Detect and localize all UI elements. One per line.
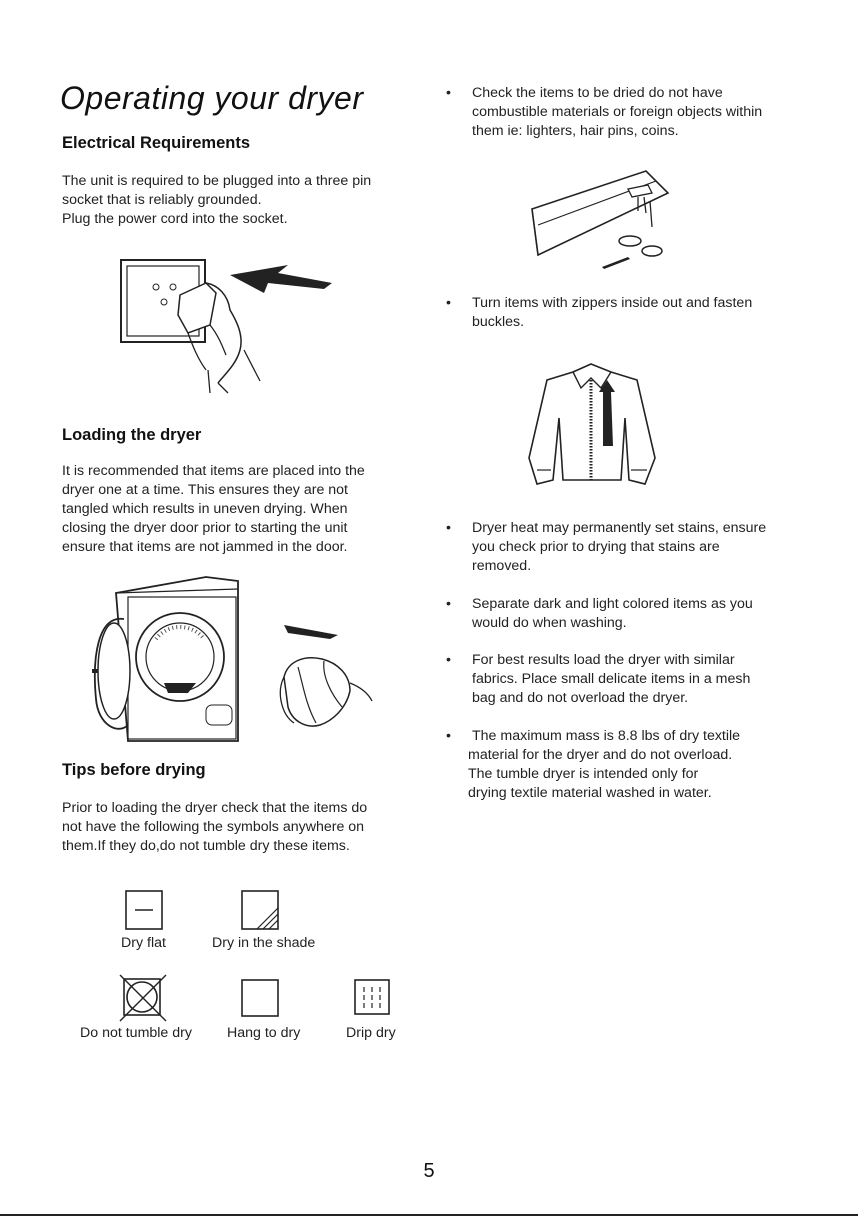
text-line: Check the items to be dried do not have <box>472 85 723 101</box>
bullet-dot: • <box>446 596 451 612</box>
text-line: socket that is reliably grounded. <box>62 192 262 208</box>
bullet-dot: • <box>446 728 451 744</box>
drip-dry-icon <box>354 979 390 1015</box>
bullet-stains <box>446 519 846 576</box>
bullet-dot: • <box>446 520 451 536</box>
do-not-tumble-dry-label: Do not tumble dry <box>80 1025 192 1041</box>
text-line: ensure that items are not jammed in the door. <box>62 539 348 555</box>
text-line: The tumble dryer is intended only for <box>468 766 699 782</box>
text-line: them.If they do,do not tumble dry these items. <box>62 838 350 854</box>
plug-socket-illustration <box>118 255 338 395</box>
zipper-shirt-illustration <box>525 358 660 488</box>
dry-in-shade-icon <box>241 890 279 930</box>
drip-dry-label: Drip dry <box>346 1025 396 1041</box>
text-line: fabrics. Place small delicate items in a mesh <box>472 671 751 687</box>
electrical-heading: Electrical Requirements <box>62 134 250 152</box>
hang-to-dry-label: Hang to dry <box>227 1025 301 1041</box>
text-line: bag and do not overload the dryer. <box>472 690 689 706</box>
bullet-dot: • <box>446 295 451 311</box>
text-line: drying textile material washed in water. <box>468 785 712 801</box>
bullet-dot: • <box>446 85 451 101</box>
bullet-separate <box>446 595 846 633</box>
dry-flat-label: Dry flat <box>121 935 166 951</box>
pocket-objects-illustration <box>528 165 678 270</box>
electrical-text <box>62 172 371 229</box>
text-line: It is recommended that items are placed into the <box>62 463 365 479</box>
bullet-best-results <box>446 651 846 708</box>
text-line: Dryer heat may permanently set stains, ensure <box>472 520 767 536</box>
text-line: Prior to loading the dryer check that the items do <box>62 800 368 816</box>
text-line: them ie: lighters, hair pins, coins. <box>472 123 679 139</box>
bullet-combustible <box>446 84 846 141</box>
loading-heading: Loading the dryer <box>62 426 202 444</box>
text-line: dryer one at a time. This ensures they are not <box>62 482 349 498</box>
text-line: would do when washing. <box>472 615 627 631</box>
text-line: buckles. <box>472 314 525 330</box>
text-line: Plug the power cord into the socket. <box>62 211 288 227</box>
dry-flat-icon <box>125 890 163 930</box>
text-line: The unit is required to be plugged into a three pin <box>62 173 372 189</box>
do-not-tumble-dry-icon <box>118 973 168 1023</box>
text-line: tangled which results in uneven drying. When <box>62 501 348 517</box>
bottom-rule <box>0 1214 858 1216</box>
tips-text <box>62 799 367 856</box>
hang-to-dry-icon <box>241 979 279 1017</box>
bullet-zippers <box>446 294 846 332</box>
text-line: combustible materials or foreign objects within <box>472 104 763 120</box>
loading-text <box>62 462 365 557</box>
text-line: For best results load the dryer with similar <box>472 652 735 668</box>
text-line: Turn items with zippers inside out and fasten <box>472 295 753 311</box>
dry-in-shade-label: Dry in the shade <box>212 935 316 951</box>
text-line: removed. <box>472 558 532 574</box>
text-line: not have the following the symbols anywhere on <box>62 819 365 835</box>
page-title: Operating your dryer <box>60 80 364 116</box>
text-line: material for the dryer and do not overload. <box>468 747 733 763</box>
bullet-dot: • <box>446 652 451 668</box>
page-number: 5 <box>423 1160 435 1182</box>
bullet-max-mass <box>446 727 846 803</box>
text-line: you check prior to drying that stains are <box>472 539 720 555</box>
dryer-loading-illustration <box>88 575 378 750</box>
tips-heading: Tips before drying <box>62 761 206 779</box>
text-line: Separate dark and light colored items as you <box>472 596 753 612</box>
text-line: The maximum mass is 8.8 lbs of dry textile <box>472 728 741 744</box>
text-line: closing the dryer door prior to starting the unit <box>62 520 348 536</box>
